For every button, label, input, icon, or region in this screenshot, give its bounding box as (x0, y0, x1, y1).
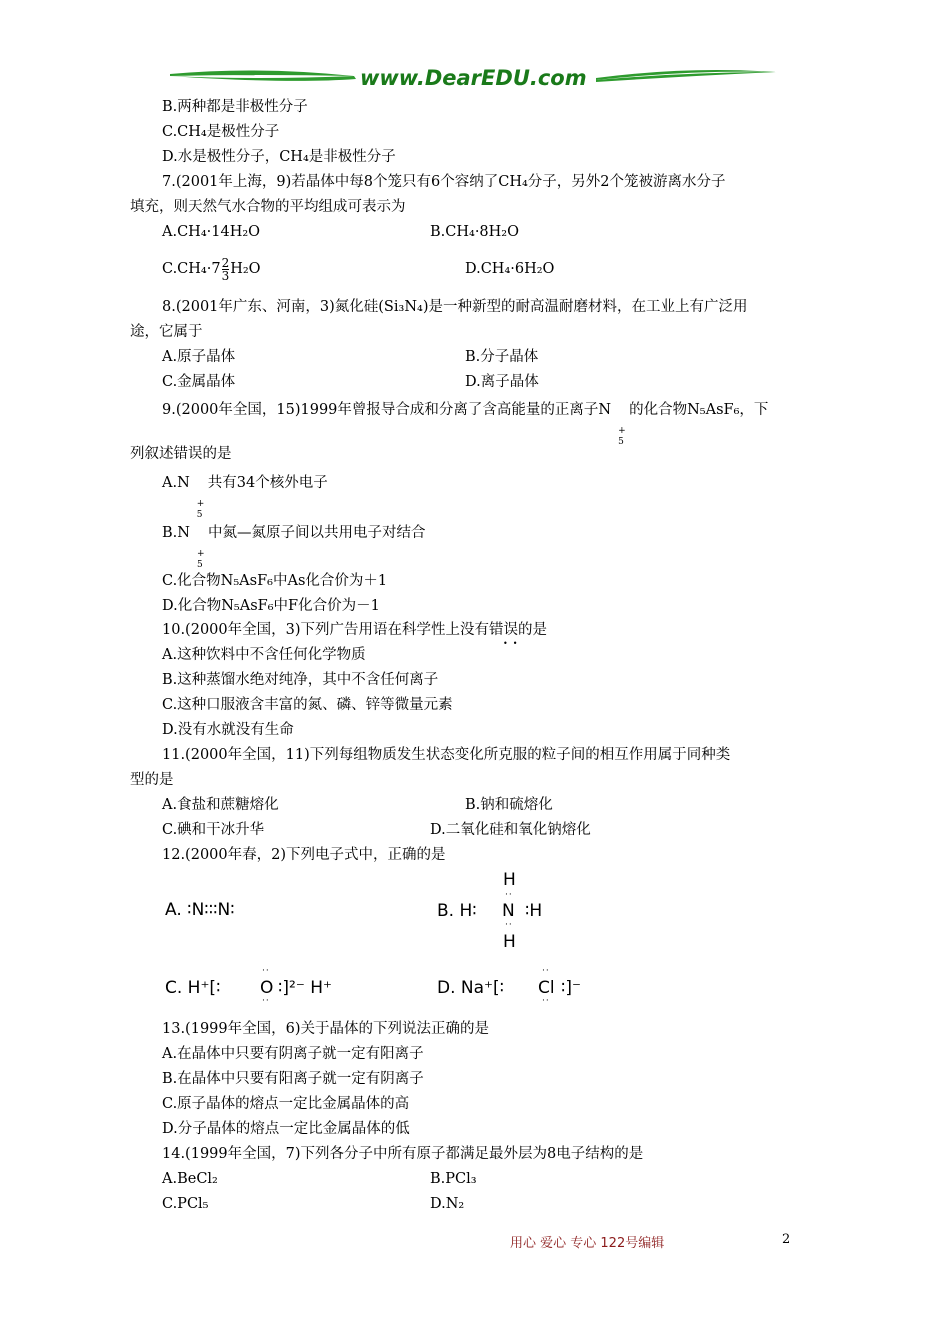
ef-d-bottom-dots: ·· (542, 996, 550, 1006)
q10-option-c: C.这种口服液含丰富的氮、磷、锌等微量元素 (162, 697, 453, 713)
q12-stem: 12.(2000年春，2)下列电子式中，正确的是 (162, 847, 446, 863)
q8-option-d: D.离子晶体 (465, 374, 539, 390)
q7-option-b: B.CH₄·8H₂O (430, 224, 519, 240)
ef-b-bottom-h: H (503, 932, 516, 952)
q14-option-b: B.PCl₃ (430, 1171, 477, 1187)
q11-option-a: A.食盐和蔗糖熔化 (162, 797, 279, 813)
electron-formula-a: A. ∶N∶∶∶N∶ (165, 900, 235, 920)
q8-option-b: B.分子晶体 (465, 349, 539, 365)
ef-c-center-o: O (260, 978, 274, 998)
q10-option-d: D.没有水就没有生命 (162, 722, 294, 738)
q7-option-d: D.CH₄·6H₂O (465, 261, 555, 277)
q8-stem-line2: 途，它属于 (130, 324, 203, 340)
q12-option-b (437, 870, 567, 952)
q13-option-c: C.原子晶体的熔点一定比金属晶体的高 (162, 1096, 410, 1112)
fraction-denominator: 3 (221, 268, 230, 283)
q9-option-c: C.化合物N₅AsF₆中As化合价为＋1 (162, 573, 388, 589)
q9-stem-line1 (162, 400, 769, 447)
q12-option-c (165, 966, 385, 1006)
header-banner (168, 62, 778, 98)
q6-option-c: C.CH₄是极性分子 (162, 124, 280, 140)
q14-option-a: A.BeCl₂ (162, 1171, 218, 1187)
q13-stem: 13.(1999年全国，6)关于晶体的下列说法正确的是 (162, 1021, 489, 1037)
ion-subscript: 5 (196, 510, 203, 520)
ef-b-top-h: H (503, 870, 516, 890)
q10-option-a: A.这种饮料中不含任何化学物质 (162, 647, 366, 663)
q9-stem-text-end: 的化合物N₅AsF₆，下 (629, 402, 769, 418)
ion-subscript: 5 (618, 437, 624, 447)
ef-d-suffix: ∶]⁻ (561, 978, 582, 998)
ef-d-center-cl: Cl (538, 978, 555, 998)
fraction (222, 257, 230, 282)
q11-option-c: C.碘和干冰升华 (162, 822, 265, 838)
q11-option-b: B.钠和硫熔化 (465, 797, 553, 813)
q13-option-b: B.在晶体中只要有阳离子就一定有阴离子 (162, 1071, 424, 1087)
ion-charge: + (618, 426, 626, 436)
q14-option-d: D.N₂ (430, 1196, 465, 1212)
emphasis-dots: • • (503, 639, 518, 648)
q9-stem-line2: 列叙述错误的是 (130, 446, 232, 462)
q11-stem-line1: 11.(2000年全国，11)下列每组物质发生状态变化所克服的粒子间的相互作用属于同种类 (162, 747, 731, 763)
q11-stem-line2: 型的是 (130, 772, 174, 788)
ion-charge: + (196, 549, 205, 559)
q8-stem-line1: 8.(2001年广东、河南，3)氮化硅(Si₃N₄)是一种新型的耐高温耐磨材料，在工业上有广泛用 (162, 299, 748, 315)
q7-option-c-suffix: H₂O (230, 261, 261, 277)
q9-option-d: D.化合物N₅AsF₆中F化合价为－1 (162, 598, 380, 614)
q11-option-d: D.二氧化硅和氧化钠熔化 (430, 822, 591, 838)
footer-text: 用心 爱心 专心 122号编辑 (510, 1236, 665, 1251)
q6-option-d: D.水是极性分子，CH₄是非极性分子 (162, 149, 396, 165)
q10-option-b: B.这种蒸馏水绝对纯净，其中不含任何离子 (162, 672, 439, 688)
q12-option-a (165, 900, 235, 920)
q12-option-d (437, 966, 637, 1006)
q8-option-c: C.金属晶体 (162, 374, 236, 390)
ef-b-top-dots: ·· (505, 890, 513, 900)
q14-stem: 14.(1999年全国，7)下列各分子中所有原子都满足最外层为8电子结构的是 (162, 1146, 644, 1162)
q10-stem: 10.(2000年全国，3)下列广告用语在科学性上没有错误的是 (162, 622, 547, 638)
ef-b-right: ∶H (525, 901, 543, 921)
q7-stem-line1: 7.(2001年上海，9)若晶体中每8个笼只有6个容纳了CH₄分子，另外2个笼被游离水分子 (162, 174, 726, 190)
q6-option-b: B.两种都是非极性分子 (162, 99, 308, 115)
ef-b-bottom-dots: ·· (505, 920, 513, 930)
q9-stem-text: 9.(2000年全国，15)1999年曾报导合成和分离了含高能量的正离子N (162, 402, 612, 418)
ef-c-suffix: ∶]²⁻ H⁺ (278, 978, 333, 998)
q7-option-c (162, 252, 261, 286)
ef-d-prefix: D. Na⁺[∶ (437, 978, 505, 998)
q7-option-c-prefix: C.CH₄·7 (162, 261, 221, 277)
ef-c-prefix: C. H⁺[∶ (165, 978, 221, 998)
q13-option-d: D.分子晶体的熔点一定比金属晶体的低 (162, 1121, 410, 1137)
ion-subscript: 5 (196, 560, 203, 570)
ion-charge: + (196, 499, 205, 509)
q9-option-b (162, 523, 426, 570)
q9-option-a-prefix: A.N (162, 475, 190, 491)
q7-option-a: A.CH₄·14H₂O (162, 224, 261, 240)
q9-option-b-text: 中氮—氮原子间以共用电子对结合 (207, 525, 426, 541)
q7-stem-line2: 填充，则天然气水合物的平均组成可表示为 (130, 199, 406, 215)
site-logo-text: www.DearEDU.com (360, 66, 587, 90)
page-number: 2 (782, 1232, 791, 1247)
q9-option-a (162, 473, 328, 520)
fraction-numerator: 2 (221, 255, 230, 270)
ef-b-center-n: N (502, 901, 515, 921)
q9-option-b-prefix: B.N (162, 525, 190, 541)
ef-c-top-dots: ·· (262, 966, 270, 976)
ef-c-bottom-dots: ·· (262, 996, 270, 1006)
q9-option-a-text: 共有34个核外电子 (207, 475, 328, 491)
q8-option-a: A.原子晶体 (162, 349, 236, 365)
ef-d-top-dots: ·· (542, 966, 550, 976)
q13-option-a: A.在晶体中只要有阴离子就一定有阳离子 (162, 1046, 424, 1062)
ef-b-left: B. H∶ (437, 901, 477, 921)
q14-option-c: C.PCl₅ (162, 1196, 209, 1212)
